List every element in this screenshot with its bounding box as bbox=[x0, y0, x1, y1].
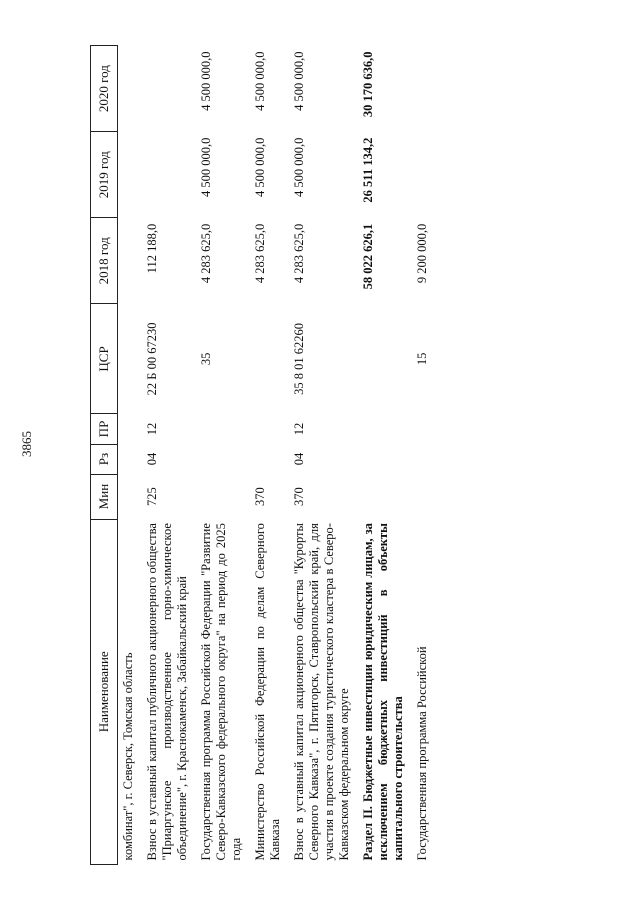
cell-name: Министерство Российской Федерации по делам Северного Кавказа bbox=[253, 523, 282, 861]
cell-2018: 4 283 625,0 bbox=[199, 223, 213, 284]
cell-2019 bbox=[142, 132, 196, 218]
cell-csr: 15 bbox=[415, 352, 429, 366]
cell-2018 bbox=[118, 218, 143, 304]
cell-csr bbox=[118, 304, 143, 414]
cell-2018: 9 200 000,0 bbox=[415, 223, 429, 284]
table-row bbox=[118, 46, 143, 865]
cell-2020: 4 500 000,0 bbox=[253, 51, 267, 111]
header-rz: Рз bbox=[91, 444, 118, 474]
cell-min bbox=[412, 474, 436, 519]
cell-min bbox=[358, 474, 412, 519]
cell-rz: 04 bbox=[145, 452, 159, 466]
table-row bbox=[250, 46, 289, 865]
table-row bbox=[289, 46, 358, 865]
cell-2018: 4 283 625,0 bbox=[253, 223, 267, 284]
cell-2019: 4 500 000,0 bbox=[253, 137, 267, 198]
header-name: Наименование bbox=[91, 519, 118, 864]
cell-min: 725 bbox=[145, 487, 159, 506]
cell-pr bbox=[250, 414, 289, 444]
cell-2020: 30 170 636,0 bbox=[361, 51, 375, 118]
cell-pr bbox=[118, 414, 143, 444]
cell-2019: 4 500 000,0 bbox=[199, 137, 213, 198]
cell-name: комбинат", г. Северск, Томская область bbox=[121, 652, 135, 861]
cell-rz: 04 bbox=[292, 452, 306, 466]
cell-2020 bbox=[142, 46, 196, 132]
cell-rz bbox=[196, 444, 250, 474]
page-number: 3865 bbox=[19, 431, 34, 457]
header-csr: ЦСР bbox=[91, 304, 118, 414]
cell-pr: 12 bbox=[292, 422, 306, 436]
cell-pr bbox=[358, 414, 412, 444]
cell-2019: 4 500 000,0 bbox=[292, 137, 306, 198]
header-2020: 2020 год bbox=[91, 46, 118, 132]
cell-rz bbox=[412, 444, 436, 474]
cell-min: 370 bbox=[253, 487, 267, 506]
cell-2018: 4 283 625,0 bbox=[292, 223, 306, 284]
cell-name: Государственная программа Российской bbox=[415, 646, 429, 861]
cell-2019: 26 511 134,2 bbox=[361, 137, 375, 203]
budget-table bbox=[90, 45, 436, 865]
rotated-table-container bbox=[90, 45, 640, 865]
table-row bbox=[142, 46, 196, 865]
table-header-row bbox=[91, 46, 118, 865]
header-pr: ПР bbox=[91, 414, 118, 444]
cell-pr: 12 bbox=[145, 422, 159, 436]
cell-pr bbox=[196, 414, 250, 444]
cell-2020: 4 500 000,0 bbox=[199, 51, 213, 111]
cell-rz bbox=[358, 444, 412, 474]
cell-name: Государственная программа Российской Федерации "Развитие Северо-Кавказского федерального округа" на период до 2025 года bbox=[199, 523, 243, 861]
cell-csr bbox=[358, 304, 412, 414]
table-row bbox=[412, 46, 436, 865]
header-2019: 2019 год bbox=[91, 132, 118, 218]
table-row-section bbox=[358, 46, 412, 865]
cell-2020 bbox=[118, 46, 143, 132]
cell-min bbox=[196, 474, 250, 519]
cell-2018: 112 188,0 bbox=[145, 223, 159, 274]
cell-pr bbox=[412, 414, 436, 444]
cell-name: Взнос в уставный капитал публичного акционерного общества "Приаргунское производственное горно-химическое объединение", г. Краснокаменск, Забайкальский край bbox=[145, 523, 189, 861]
cell-csr: 35 bbox=[199, 352, 213, 366]
cell-name: Раздел II. Бюджетные инвестиции юридическим лицам, за исключением бюджетных инвестиций в объекты капитального строительства bbox=[361, 523, 405, 861]
cell-min bbox=[118, 474, 143, 519]
cell-2018: 58 022 626,1 bbox=[361, 223, 375, 290]
cell-name: Взнос в уставный капитал акционерного общества "Курорты Северного Кавказа", г. Пятигорск, Ставропольский край, для участия в проекте создания туристического кластера в Северо-Кавказском федеральном округе bbox=[292, 523, 351, 861]
cell-2020: 4 500 000,0 bbox=[292, 51, 306, 111]
cell-csr bbox=[250, 304, 289, 414]
cell-min: 370 bbox=[292, 487, 306, 506]
table-row bbox=[196, 46, 250, 865]
cell-2019 bbox=[118, 132, 143, 218]
header-2018: 2018 год bbox=[91, 218, 118, 304]
cell-2020 bbox=[412, 46, 436, 132]
cell-rz bbox=[250, 444, 289, 474]
cell-rz bbox=[118, 444, 143, 474]
cell-csr: 22 Б 00 67230 bbox=[145, 322, 159, 396]
cell-2019 bbox=[412, 132, 436, 218]
header-min: Мин bbox=[91, 474, 118, 519]
cell-csr: 35 8 01 62260 bbox=[292, 322, 306, 395]
